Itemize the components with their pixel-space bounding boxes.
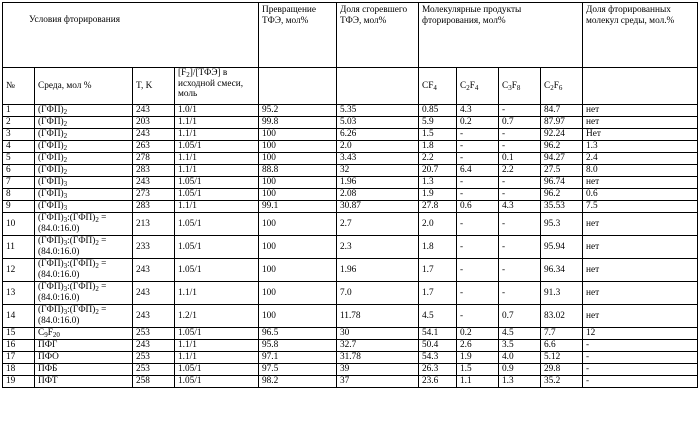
row-c2f6: 94.27: [541, 153, 583, 165]
row-burned: 32.7: [337, 340, 419, 352]
row-conversion: 99.1: [259, 201, 337, 213]
row-medium: ПФБ: [35, 364, 133, 376]
row-number: 16: [3, 340, 35, 352]
row-temperature: 273: [133, 189, 175, 201]
row-burned: 31.78: [337, 352, 419, 364]
row-c2f6: 91.3: [541, 282, 583, 305]
row-c2f4: -: [457, 213, 499, 236]
row-temperature: 243: [133, 259, 175, 282]
row-ratio: 1.1/1: [175, 129, 259, 141]
row-burned: 30: [337, 328, 419, 340]
header-ratio: $[F_2]/[ТФЭ]$ в исходной смеси, моль: [175, 68, 259, 105]
row-c2f6: 7.7: [541, 328, 583, 340]
row-fluorinated: 1.3: [583, 141, 698, 153]
row-c2f6: 96.34: [541, 259, 583, 282]
row-temperature: 253: [133, 352, 175, 364]
row-conversion: 100: [259, 153, 337, 165]
row-fluorinated: 8.0: [583, 165, 698, 177]
row-medium: ПФТ: [35, 376, 133, 388]
row-c3f8: 2.2: [499, 165, 541, 177]
row-number: 18: [3, 364, 35, 376]
row-fluorinated: 7.5: [583, 201, 698, 213]
row-c3f8: 3.5: [499, 340, 541, 352]
row-temperature: 243: [133, 105, 175, 117]
table-row: [3, 364, 698, 376]
row-conversion: 95.8: [259, 340, 337, 352]
row-temperature: 203: [133, 117, 175, 129]
row-ratio: 1.1/1: [175, 153, 259, 165]
row-c2f6: 95.94: [541, 236, 583, 259]
row-c3f8: -: [499, 259, 541, 282]
row-number: 15: [3, 328, 35, 340]
row-conversion: 100: [259, 305, 337, 328]
row-ratio: 1.05/1: [175, 189, 259, 201]
row-temperature: 283: [133, 201, 175, 213]
header-c2f4: $C_2F_4$: [457, 68, 499, 105]
row-temperature: 283: [133, 165, 175, 177]
row-c3f8: -: [499, 177, 541, 189]
header-burned: Доля сгоревшего ТФЭ, мол%: [337, 3, 419, 68]
row-conversion: 88.8: [259, 165, 337, 177]
fluorination-table-container: [2, 2, 697, 388]
table-row: [3, 201, 698, 213]
table-row: [3, 153, 698, 165]
header-products: Молекулярные продукты фторирования, мол%: [419, 3, 583, 68]
row-number: 12: [3, 259, 35, 282]
row-temperature: 243: [133, 282, 175, 305]
row-conversion: 100: [259, 189, 337, 201]
header-num: №: [3, 68, 35, 105]
row-ratio: 1.05/1: [175, 177, 259, 189]
row-c3f8: -: [499, 282, 541, 305]
row-medium: $(ГФП)_2$: [35, 105, 133, 117]
row-conversion: 100: [259, 259, 337, 282]
row-c2f6: 29.8: [541, 364, 583, 376]
table-row: [3, 213, 698, 236]
row-c2f4: -: [457, 153, 499, 165]
row-number: 9: [3, 201, 35, 213]
row-burned: 30.87: [337, 201, 419, 213]
row-ratio: 1.05/1: [175, 236, 259, 259]
header-conversion-blank: [259, 68, 337, 105]
row-c3f8: -: [499, 141, 541, 153]
row-cf4: 27.8: [419, 201, 457, 213]
row-c3f8: 0.7: [499, 305, 541, 328]
row-c2f4: 2.6: [457, 340, 499, 352]
row-cf4: 1.8: [419, 236, 457, 259]
row-conversion: 100: [259, 177, 337, 189]
row-medium: $(ГФП)_2$: [35, 153, 133, 165]
table-row: [3, 117, 698, 129]
row-c2f4: 1.9: [457, 352, 499, 364]
row-medium: $(ГФП)_3$: [35, 201, 133, 213]
row-medium: $C_9F_{20}$: [35, 328, 133, 340]
row-burned: 1.96: [337, 259, 419, 282]
header-burned-blank: [337, 68, 419, 105]
row-cf4: 26.3: [419, 364, 457, 376]
row-fluorinated: 0.6: [583, 189, 698, 201]
row-temperature: 243: [133, 305, 175, 328]
table-row: [3, 165, 698, 177]
row-c2f6: 96.2: [541, 141, 583, 153]
row-fluorinated: нет: [583, 282, 698, 305]
row-cf4: 0.85: [419, 105, 457, 117]
row-fluorinated: 12: [583, 328, 698, 340]
row-number: 10: [3, 213, 35, 236]
row-number: 11: [3, 236, 35, 259]
row-c2f6: 95.3: [541, 213, 583, 236]
row-c3f8: 0.1: [499, 153, 541, 165]
row-burned: 37: [337, 376, 419, 388]
header-row-1: [3, 3, 698, 68]
header-c2f6: $C_2F_6$: [541, 68, 583, 105]
header-fluorinated-blank: [583, 68, 698, 105]
row-burned: 5.03: [337, 117, 419, 129]
row-c2f6: 87.97: [541, 117, 583, 129]
row-cf4: 5.9: [419, 117, 457, 129]
header-cf4: $CF_4$: [419, 68, 457, 105]
row-temperature: 253: [133, 364, 175, 376]
row-c2f6: 96.2: [541, 189, 583, 201]
row-ratio: 1.05/1: [175, 376, 259, 388]
row-conversion: 97.5: [259, 364, 337, 376]
row-c3f8: 0.7: [499, 117, 541, 129]
row-burned: 11.78: [337, 305, 419, 328]
row-ratio: 1.05/1: [175, 259, 259, 282]
row-cf4: 2.0: [419, 213, 457, 236]
row-number: 3: [3, 129, 35, 141]
row-ratio: 1.1/1: [175, 282, 259, 305]
row-medium: $(ГФП)_2$: [35, 141, 133, 153]
row-burned: 6.26: [337, 129, 419, 141]
row-conversion: 98.2: [259, 376, 337, 388]
row-cf4: 1.8: [419, 141, 457, 153]
row-fluorinated: -: [583, 352, 698, 364]
row-cf4: 1.7: [419, 259, 457, 282]
row-medium: $(ГФП)_2$: [35, 117, 133, 129]
row-c2f4: -: [457, 189, 499, 201]
row-medium: $(ГФП)_3:(ГФП)_2$ = (84.0:16.0): [35, 236, 133, 259]
row-conversion: 100: [259, 129, 337, 141]
row-ratio: 1.0/1: [175, 105, 259, 117]
row-cf4: 1.9: [419, 189, 457, 201]
row-medium: $(ГФП)_3:(ГФП)_2$ = (84.0:16.0): [35, 213, 133, 236]
header-conditions: Условия фторирования: [3, 3, 259, 68]
row-c2f4: 0.2: [457, 117, 499, 129]
row-conversion: 95.2: [259, 105, 337, 117]
header-conversion: Превращение ТФЭ, мол%: [259, 3, 337, 68]
row-burned: 32: [337, 165, 419, 177]
row-burned: 7.0: [337, 282, 419, 305]
row-c2f4: 6.4: [457, 165, 499, 177]
row-number: 13: [3, 282, 35, 305]
row-medium: $(ГФП)_2$: [35, 129, 133, 141]
row-conversion: 99.8: [259, 117, 337, 129]
row-ratio: 1.1/1: [175, 352, 259, 364]
row-temperature: 233: [133, 236, 175, 259]
row-cf4: 54.3: [419, 352, 457, 364]
row-c3f8: -: [499, 189, 541, 201]
row-number: 2: [3, 117, 35, 129]
row-c2f6: 27.5: [541, 165, 583, 177]
row-c2f4: -: [457, 177, 499, 189]
row-medium: $(ГФП)_3$: [35, 189, 133, 201]
row-number: 14: [3, 305, 35, 328]
row-fluorinated: нет: [583, 177, 698, 189]
row-cf4: 23.6: [419, 376, 457, 388]
table-row: [3, 282, 698, 305]
row-burned: 2.0: [337, 141, 419, 153]
row-number: 17: [3, 352, 35, 364]
row-c2f6: 96.74: [541, 177, 583, 189]
row-ratio: 1.05/1: [175, 213, 259, 236]
row-ratio: 1.05/1: [175, 328, 259, 340]
row-ratio: 1.1/1: [175, 165, 259, 177]
row-fluorinated: нет: [583, 105, 698, 117]
row-c2f4: -: [457, 236, 499, 259]
row-medium: $(ГФП)_3:(ГФП)_2$ = (84.0:16.0): [35, 305, 133, 328]
row-medium: $(ГФП)_3:(ГФП)_2$ = (84.0:16.0): [35, 259, 133, 282]
row-medium: $(ГФП)_3$: [35, 177, 133, 189]
row-fluorinated: нет: [583, 259, 698, 282]
row-c2f6: 6.6: [541, 340, 583, 352]
table-row: [3, 305, 698, 328]
row-conversion: 100: [259, 213, 337, 236]
row-temperature: 253: [133, 328, 175, 340]
row-c2f6: 83.02: [541, 305, 583, 328]
table-row: [3, 328, 698, 340]
row-c2f4: -: [457, 141, 499, 153]
row-fluorinated: -: [583, 376, 698, 388]
table-row: [3, 340, 698, 352]
table-row: [3, 352, 698, 364]
row-c2f4: -: [457, 305, 499, 328]
header-fluorinated: Доля фторированных молекул среды, мол.%: [583, 3, 698, 68]
row-c2f6: 35.2: [541, 376, 583, 388]
table-row: [3, 105, 698, 117]
row-fluorinated: 2.4: [583, 153, 698, 165]
row-medium: ПФО: [35, 352, 133, 364]
row-ratio: 1.1/1: [175, 117, 259, 129]
row-temperature: 213: [133, 213, 175, 236]
table-row: [3, 141, 698, 153]
header-row-2: [3, 68, 698, 105]
row-ratio: 1.05/1: [175, 141, 259, 153]
table-row: [3, 129, 698, 141]
row-conversion: 100: [259, 282, 337, 305]
row-medium: ПФГ: [35, 340, 133, 352]
row-c2f4: -: [457, 259, 499, 282]
row-c3f8: -: [499, 105, 541, 117]
row-c3f8: 4.3: [499, 201, 541, 213]
row-c3f8: -: [499, 213, 541, 236]
row-medium: $(ГФП)_2$: [35, 165, 133, 177]
row-number: 4: [3, 141, 35, 153]
row-c2f4: -: [457, 282, 499, 305]
header-medium: Среда, мол %: [35, 68, 133, 105]
table-row: [3, 177, 698, 189]
row-c2f4: 0.2: [457, 328, 499, 340]
row-c2f6: 5.12: [541, 352, 583, 364]
row-burned: 1.96: [337, 177, 419, 189]
table-row: [3, 259, 698, 282]
row-burned: 2.7: [337, 213, 419, 236]
row-fluorinated: нет: [583, 236, 698, 259]
row-fluorinated: нет: [583, 213, 698, 236]
fluorination-table: [2, 2, 698, 388]
table-row: [3, 376, 698, 388]
row-fluorinated: -: [583, 340, 698, 352]
row-temperature: 243: [133, 129, 175, 141]
row-number: 7: [3, 177, 35, 189]
row-temperature: 243: [133, 340, 175, 352]
row-cf4: 1.3: [419, 177, 457, 189]
row-c2f4: 0.6: [457, 201, 499, 213]
row-cf4: 1.7: [419, 282, 457, 305]
row-burned: 39: [337, 364, 419, 376]
row-c3f8: 4.5: [499, 328, 541, 340]
row-c3f8: 4.0: [499, 352, 541, 364]
row-temperature: 243: [133, 177, 175, 189]
row-cf4: 20.7: [419, 165, 457, 177]
row-c2f4: 4.3: [457, 105, 499, 117]
row-number: 6: [3, 165, 35, 177]
row-conversion: 100: [259, 236, 337, 259]
row-fluorinated: нет: [583, 117, 698, 129]
row-conversion: 96.5: [259, 328, 337, 340]
row-c2f4: -: [457, 129, 499, 141]
row-c3f8: -: [499, 129, 541, 141]
row-burned: 5.35: [337, 105, 419, 117]
row-cf4: 2.2: [419, 153, 457, 165]
row-burned: 2.3: [337, 236, 419, 259]
row-conversion: 100: [259, 141, 337, 153]
row-number: 5: [3, 153, 35, 165]
row-c3f8: 1.3: [499, 376, 541, 388]
row-ratio: 1.1/1: [175, 201, 259, 213]
row-cf4: 50.4: [419, 340, 457, 352]
row-number: 8: [3, 189, 35, 201]
row-c2f6: 84.7: [541, 105, 583, 117]
row-conversion: 97.1: [259, 352, 337, 364]
row-c2f4: 1.5: [457, 364, 499, 376]
row-cf4: 54.1: [419, 328, 457, 340]
row-ratio: 1.2/1: [175, 305, 259, 328]
row-ratio: 1.1/1: [175, 340, 259, 352]
row-c2f6: 35.53: [541, 201, 583, 213]
row-number: 1: [3, 105, 35, 117]
header-c3f8: $C_3F_8$: [499, 68, 541, 105]
row-ratio: 1.05/1: [175, 364, 259, 376]
row-burned: 2.08: [337, 189, 419, 201]
row-temperature: 278: [133, 153, 175, 165]
row-c2f4: 1.1: [457, 376, 499, 388]
row-c2f6: 92.24: [541, 129, 583, 141]
row-fluorinated: Нет: [583, 129, 698, 141]
row-fluorinated: -: [583, 364, 698, 376]
table-row: [3, 189, 698, 201]
row-temperature: 263: [133, 141, 175, 153]
row-burned: 3.43: [337, 153, 419, 165]
row-cf4: 4.5: [419, 305, 457, 328]
row-c3f8: 0.9: [499, 364, 541, 376]
row-medium: $(ГФП)_3:(ГФП)_2$ = (84.0:16.0): [35, 282, 133, 305]
header-temp: T, K: [133, 68, 175, 105]
row-fluorinated: нет: [583, 305, 698, 328]
row-number: 19: [3, 376, 35, 388]
row-c3f8: -: [499, 236, 541, 259]
row-temperature: 258: [133, 376, 175, 388]
row-cf4: 1.5: [419, 129, 457, 141]
table-row: [3, 236, 698, 259]
